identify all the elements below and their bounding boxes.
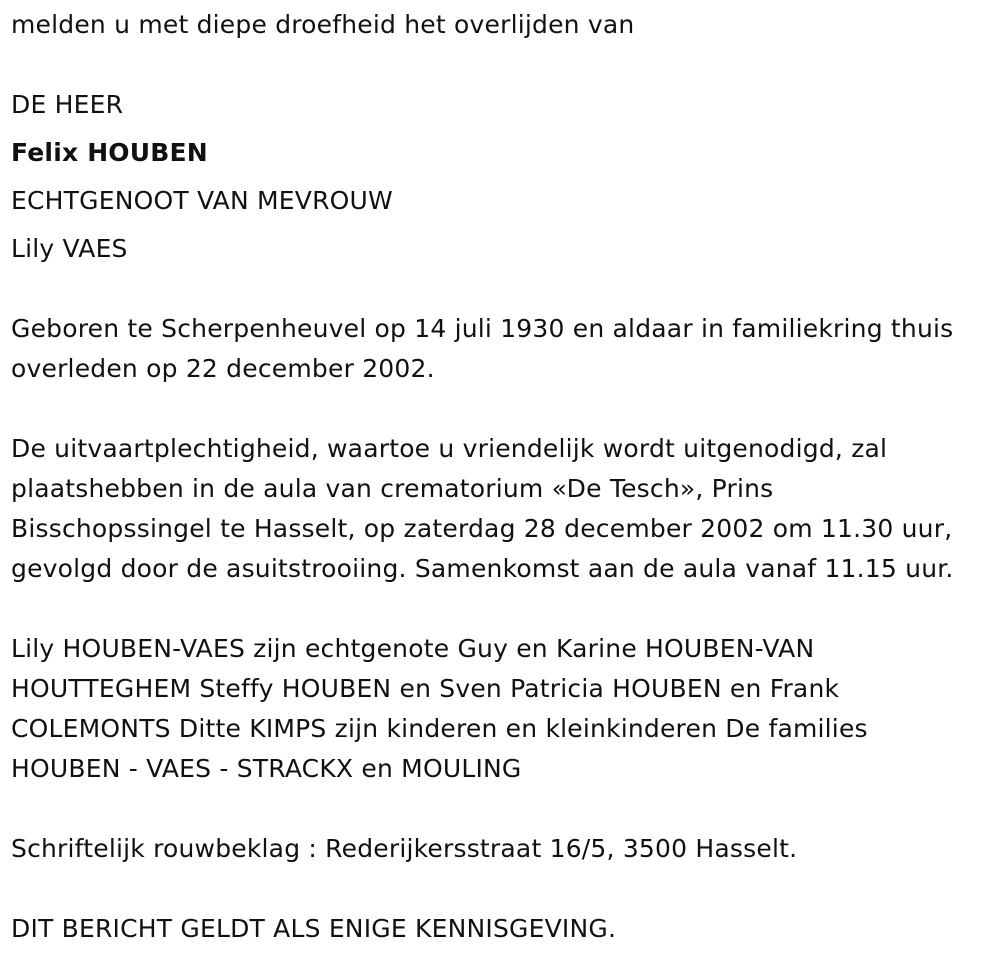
spouse-label: ECHTGENOOT VAN MEVROUW bbox=[11, 186, 393, 215]
paragraph-line: HOUBEN - VAES - STRACKX en MOULING bbox=[11, 754, 522, 783]
paragraph-line: Lily HOUBEN-VAES zijn echtgenote Guy en Karine HOUBEN-VAN bbox=[11, 634, 815, 663]
intro-text: melden u met diepe droefheid het overlijden van bbox=[11, 10, 635, 39]
paragraph-line: gevolgd door de asuitstrooiing. Samenkomst aan de aula vanaf 11.15 uur. bbox=[11, 554, 954, 583]
paragraph-line: HOUTTEGHEM Steffy HOUBEN en Sven Patricia HOUBEN en Frank bbox=[11, 674, 840, 703]
deceased-name: Felix HOUBEN bbox=[11, 138, 208, 167]
paragraph-line: Bisschopssingel te Hasselt, op zaterdag 28 december 2002 om 11.30 uur, bbox=[11, 514, 953, 543]
paragraph-line: Geboren te Scherpenheuvel op 14 juli 1930 en aldaar in familiekring thuis bbox=[11, 314, 954, 343]
paragraph-line: plaatshebben in de aula van crematorium «De Tesch», Prins bbox=[11, 474, 774, 503]
paragraph-line: COLEMONTS Ditte KIMPS zijn kinderen en kleinkinderen De families bbox=[11, 714, 868, 743]
paragraph-line: overleden op 22 december 2002. bbox=[11, 354, 435, 383]
closing-statement: DIT BERICHT GELDT ALS ENIGE KENNISGEVING. bbox=[11, 914, 617, 943]
title-prefix: DE HEER bbox=[11, 90, 124, 119]
condolences-address: Schriftelijk rouwbeklag : Rederijkersstraat 16/5, 3500 Hasselt. bbox=[11, 834, 798, 863]
spouse-name: Lily VAES bbox=[11, 234, 128, 263]
paragraph-line: De uitvaartplechtigheid, waartoe u vriendelijk wordt uitgenodigd, zal bbox=[11, 434, 888, 463]
